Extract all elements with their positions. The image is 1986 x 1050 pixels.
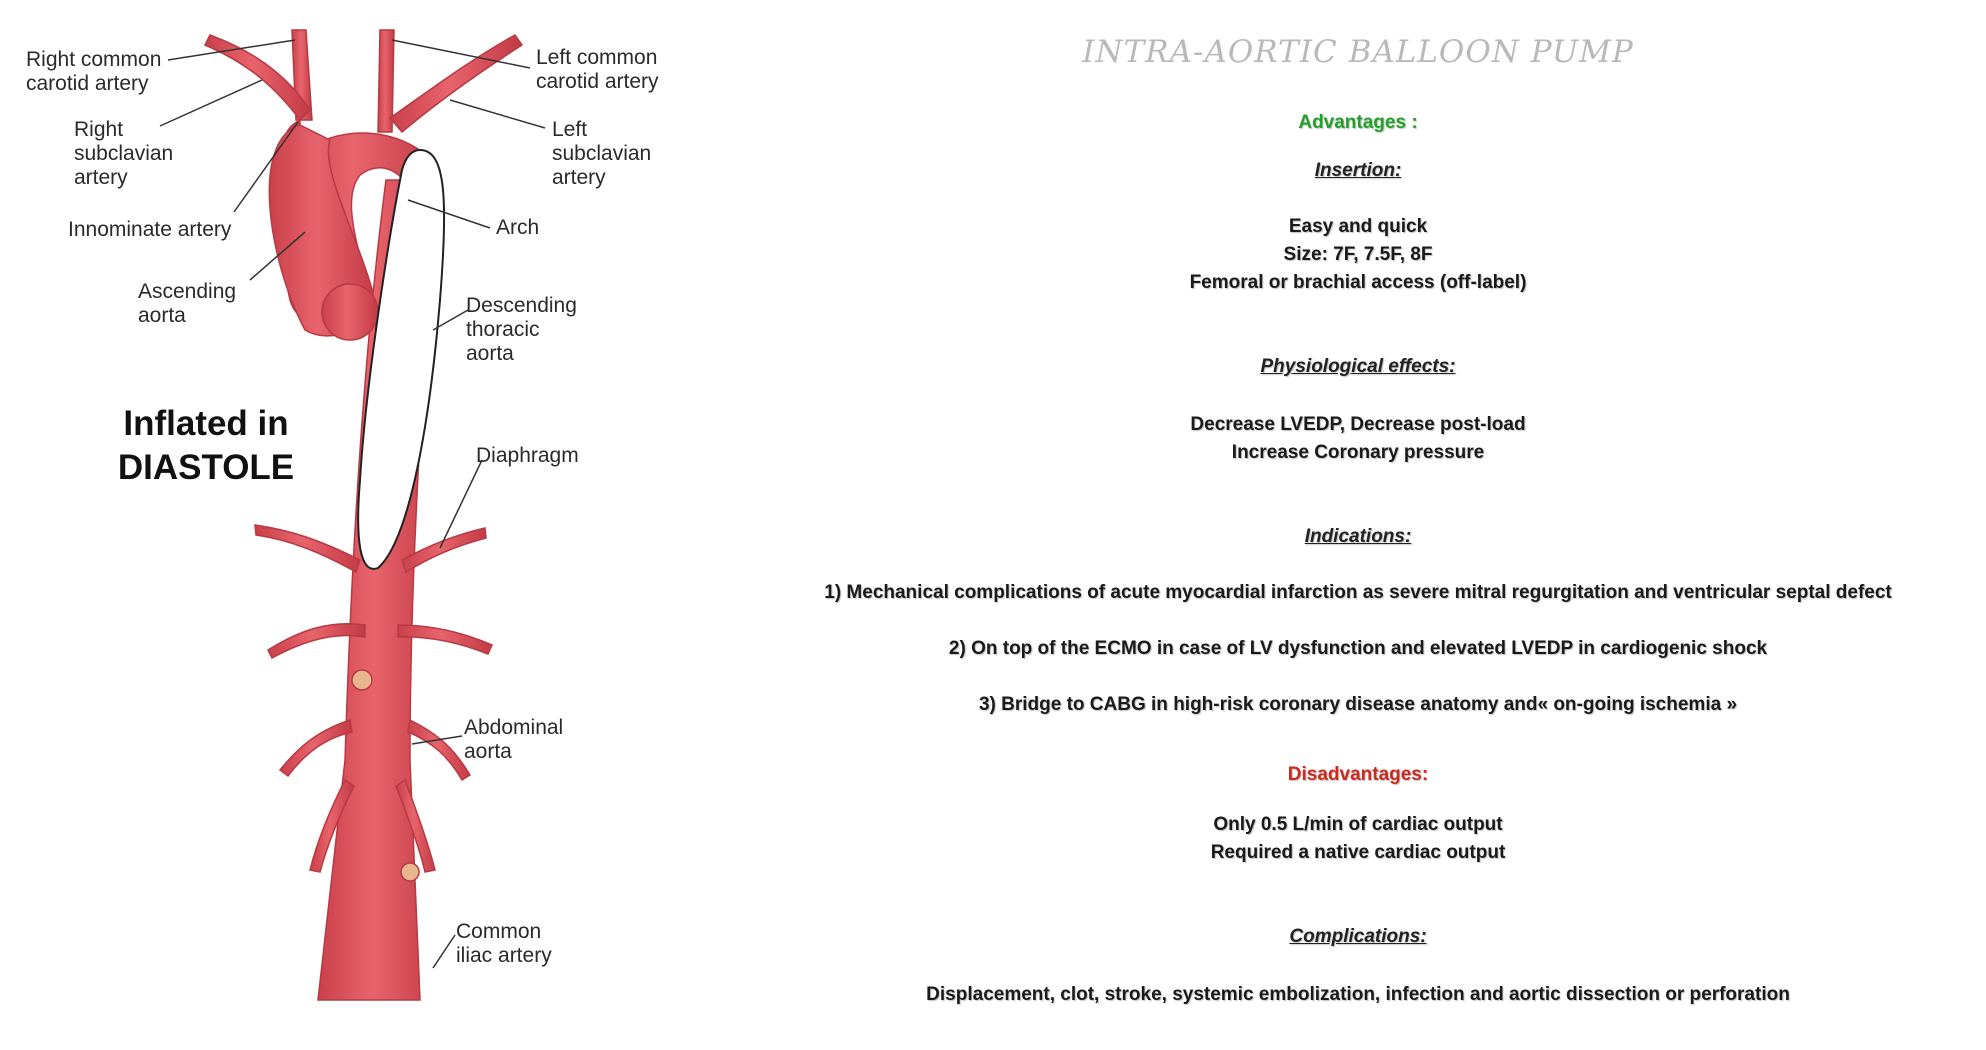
physiological-line: Increase Coronary pressure [1231, 442, 1485, 463]
label-abdominal-aorta: Abdominal aorta [464, 716, 564, 763]
label-right-common-carotid: Right common carotid artery [26, 48, 162, 95]
complications-text: Displacement, clot, stroke, systemic embolization, infection and aortic dissection or perforation [926, 984, 1790, 1005]
indication-item: 1) Mechanical complications of acute myocardial infarction as severe mitral regurgitation and ventricular septal defect [824, 582, 1892, 603]
label-left-common-carotid: Left common carotid artery [536, 46, 659, 93]
diaphragm-branch-left [255, 525, 360, 572]
label-right-subclavian: Right subclavian artery [74, 118, 174, 189]
physiological-heading: Physiological effects: [1260, 356, 1456, 377]
lumbar-branch-left [280, 720, 352, 776]
label-arch: Arch [496, 216, 540, 239]
label-innominate: Innominate artery [68, 218, 232, 241]
indications-heading: Indications: [1304, 526, 1412, 547]
label-diaphragm: Diaphragm [476, 444, 579, 467]
leader-right-subclavian [160, 80, 262, 126]
label-left-subclavian: Left subclavian artery [552, 118, 652, 189]
advantages-heading: Advantages : [1298, 112, 1418, 133]
insertion-line: Femoral or brachial access (off-label) [1189, 272, 1527, 293]
panel-title: INTRA-AORTIC BALLOON PUMP [1082, 34, 1634, 70]
insertion-heading: Insertion: [1314, 160, 1402, 181]
insertion-line: Size: 7F, 7.5F, 8F [1283, 244, 1433, 265]
inflated-state-label: Inflated in DIASTOLE [117, 404, 295, 487]
intra-aortic-balloon [358, 150, 444, 569]
disadvantages-heading: Disadvantages: [1287, 764, 1429, 785]
aorta-illustration [0, 0, 700, 1045]
leader-left-subclavian [450, 100, 545, 128]
indication-item: 3) Bridge to CABG in high-risk coronary disease anatomy and« on-going ischemia » [978, 694, 1738, 715]
lumbar-branch-right [408, 720, 470, 780]
leader-common-iliac [433, 935, 455, 968]
label-descending-thoracic: Descending thoracic aorta [466, 294, 577, 365]
iabp-info-panel [740, 0, 1976, 1045]
label-common-iliac: Common iliac artery [456, 920, 552, 967]
branch-stub-2 [401, 863, 419, 881]
left-subclavian-vessel [390, 35, 522, 132]
label-ascending-aorta: Ascending aorta [138, 280, 237, 327]
insertion-line: Easy and quick [1288, 216, 1428, 237]
physiological-line: Decrease LVEDP, Decrease post-load [1190, 414, 1526, 435]
branch-stub-1 [352, 670, 372, 690]
disadvantage-line: Only 0.5 L/min of cardiac output [1213, 814, 1503, 835]
coronary-bulb [322, 284, 378, 340]
complications-heading: Complications: [1289, 926, 1427, 947]
indication-item: 2) On top of the ECMO in case of LV dysfunction and elevated LVEDP in cardiogenic shock [948, 638, 1768, 659]
disadvantage-line: Required a native cardiac output [1210, 842, 1506, 863]
